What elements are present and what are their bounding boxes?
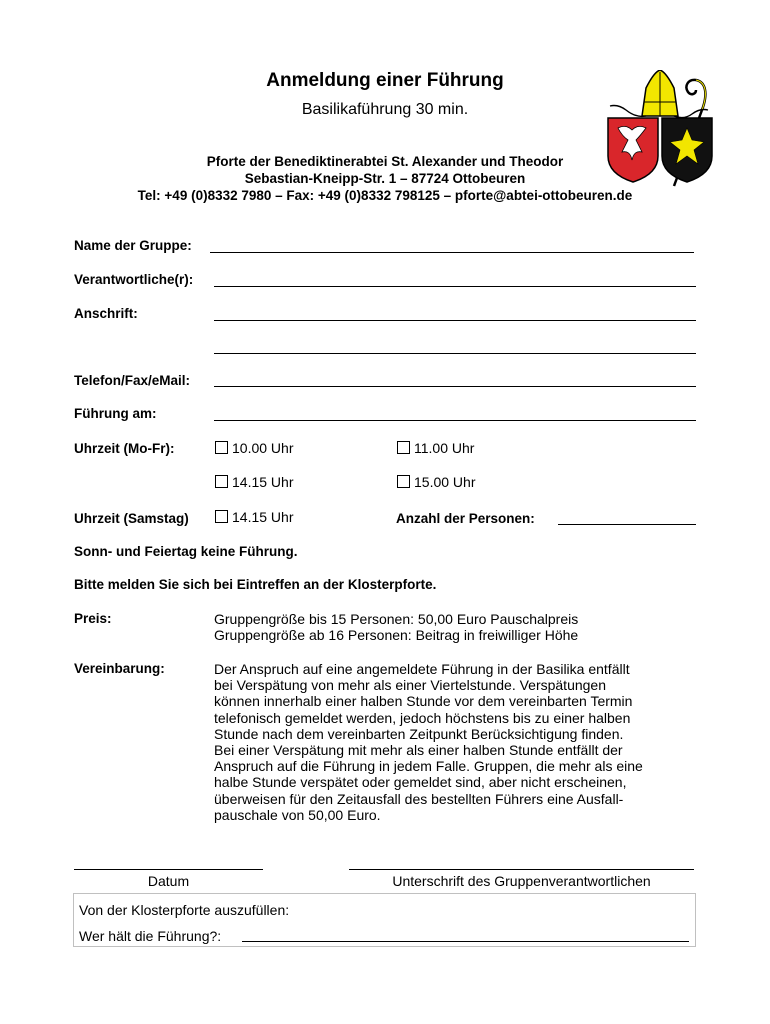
date-label: Führung am: <box>74 406 157 421</box>
persons-label: Anzahl der Personen: <box>396 511 535 526</box>
group-name-label: Name der Gruppe: <box>74 238 192 253</box>
agreement-line: überweisen für den Zeitausfall des bestellten Führers eine Ausfall- <box>214 790 624 807</box>
address-line-2: Sebastian-Kneipp-Str. 1 – 87724 Ottobeuren <box>244 171 526 186</box>
price-line-2: Gruppengröße ab 16 Personen: Beitrag in freiwilliger Höhe <box>214 627 579 643</box>
agreement-line: telefonisch gemeldet werden, jedoch höchstens bis zu einer halben <box>214 709 631 726</box>
agreement-line: bei Verspätung von mehr als einer Viertelstunde. Verspätungen <box>214 677 606 694</box>
date-signature-line[interactable] <box>74 869 263 870</box>
page-title: Anmeldung einer Führung <box>266 70 504 91</box>
address-field-line-2[interactable] <box>214 353 696 354</box>
guide-field[interactable] <box>242 941 689 942</box>
page-subtitle: Basilikaführung 30 min. <box>301 101 469 118</box>
agreement-line: Der Anspruch auf eine angemeldete Führung in der Basilika entfällt <box>214 661 630 677</box>
agreement-line: Anspruch auf die Führung in jedem Falle. Gruppen, die mehr als eine <box>214 758 643 775</box>
agreement-line: können innerhalb einer halben Stunde vor dem vereinbarten Termin <box>214 693 633 710</box>
address-field-line-1[interactable] <box>214 320 696 321</box>
agreement-line: Bei einer Verspätung mit mehr als einer halben Stunde entfällt der <box>214 742 623 759</box>
responsible-label: Verantwortliche(r): <box>74 272 194 287</box>
date-signature-label: Datum <box>147 873 190 889</box>
agreement-line: Stunde nach dem vereinbarten Zeitpunkt Berücksichtigung finden. <box>214 725 624 742</box>
saturday-time-label: Uhrzeit (Samstag) <box>74 511 189 526</box>
responsible-field[interactable] <box>214 286 696 287</box>
agreement-line: halbe Stunde verspätet oder gemeldet sind, aber nicht erscheinen, <box>214 774 627 791</box>
saturday-1415-checkbox[interactable] <box>215 510 228 523</box>
time-1000-label: 10.00 Uhr <box>232 440 294 456</box>
time-1415-checkbox[interactable] <box>215 475 228 488</box>
time-1500-label: 15.00 Uhr <box>414 474 476 490</box>
checkin-note: Bitte melden Sie sich bei Eintreffen an der Klosterpforte. <box>74 577 437 592</box>
time-1500-checkbox[interactable] <box>397 475 410 488</box>
address-line-3: Tel: +49 (0)8332 7980 – Fax: +49 (0)8332 798125 – pforte@abtei-ottobeuren.de <box>137 188 633 203</box>
persons-field[interactable] <box>558 524 696 525</box>
address-label: Anschrift: <box>74 306 138 321</box>
address-line-1: Pforte der Benediktinerabtei St. Alexander und Theodor <box>206 154 564 169</box>
price-label: Preis: <box>74 611 112 626</box>
contact-field[interactable] <box>214 386 696 387</box>
office-heading: Von der Klosterpforte auszufüllen: <box>79 902 290 918</box>
coat-of-arms-icon <box>596 70 722 188</box>
signature-line[interactable] <box>349 869 694 870</box>
sunday-note: Sonn- und Feiertag keine Führung. <box>74 544 298 559</box>
weekday-time-label: Uhrzeit (Mo-Fr): <box>74 441 175 456</box>
contact-label: Telefon/Fax/eMail: <box>74 373 191 388</box>
time-1100-label: 11.00 Uhr <box>414 440 475 456</box>
guide-label: Wer hält die Führung?: <box>79 928 222 944</box>
time-1000-checkbox[interactable] <box>215 441 228 454</box>
time-1415-label: 14.15 Uhr <box>232 474 294 490</box>
agreement-text <box>214 661 704 823</box>
time-1100-checkbox[interactable] <box>397 441 410 454</box>
agreement-label: Vereinbarung: <box>74 661 165 676</box>
signature-label: Unterschrift des Gruppenverantwortlichen <box>392 873 651 889</box>
group-name-field[interactable] <box>210 252 694 253</box>
agreement-line: pauschale von 50,00 Euro. <box>214 806 381 823</box>
date-field[interactable] <box>214 420 696 421</box>
saturday-1415-label: 14.15 Uhr <box>232 509 294 525</box>
price-line-1: Gruppengröße bis 15 Personen: 50,00 Euro Pauschalpreis <box>214 611 579 627</box>
